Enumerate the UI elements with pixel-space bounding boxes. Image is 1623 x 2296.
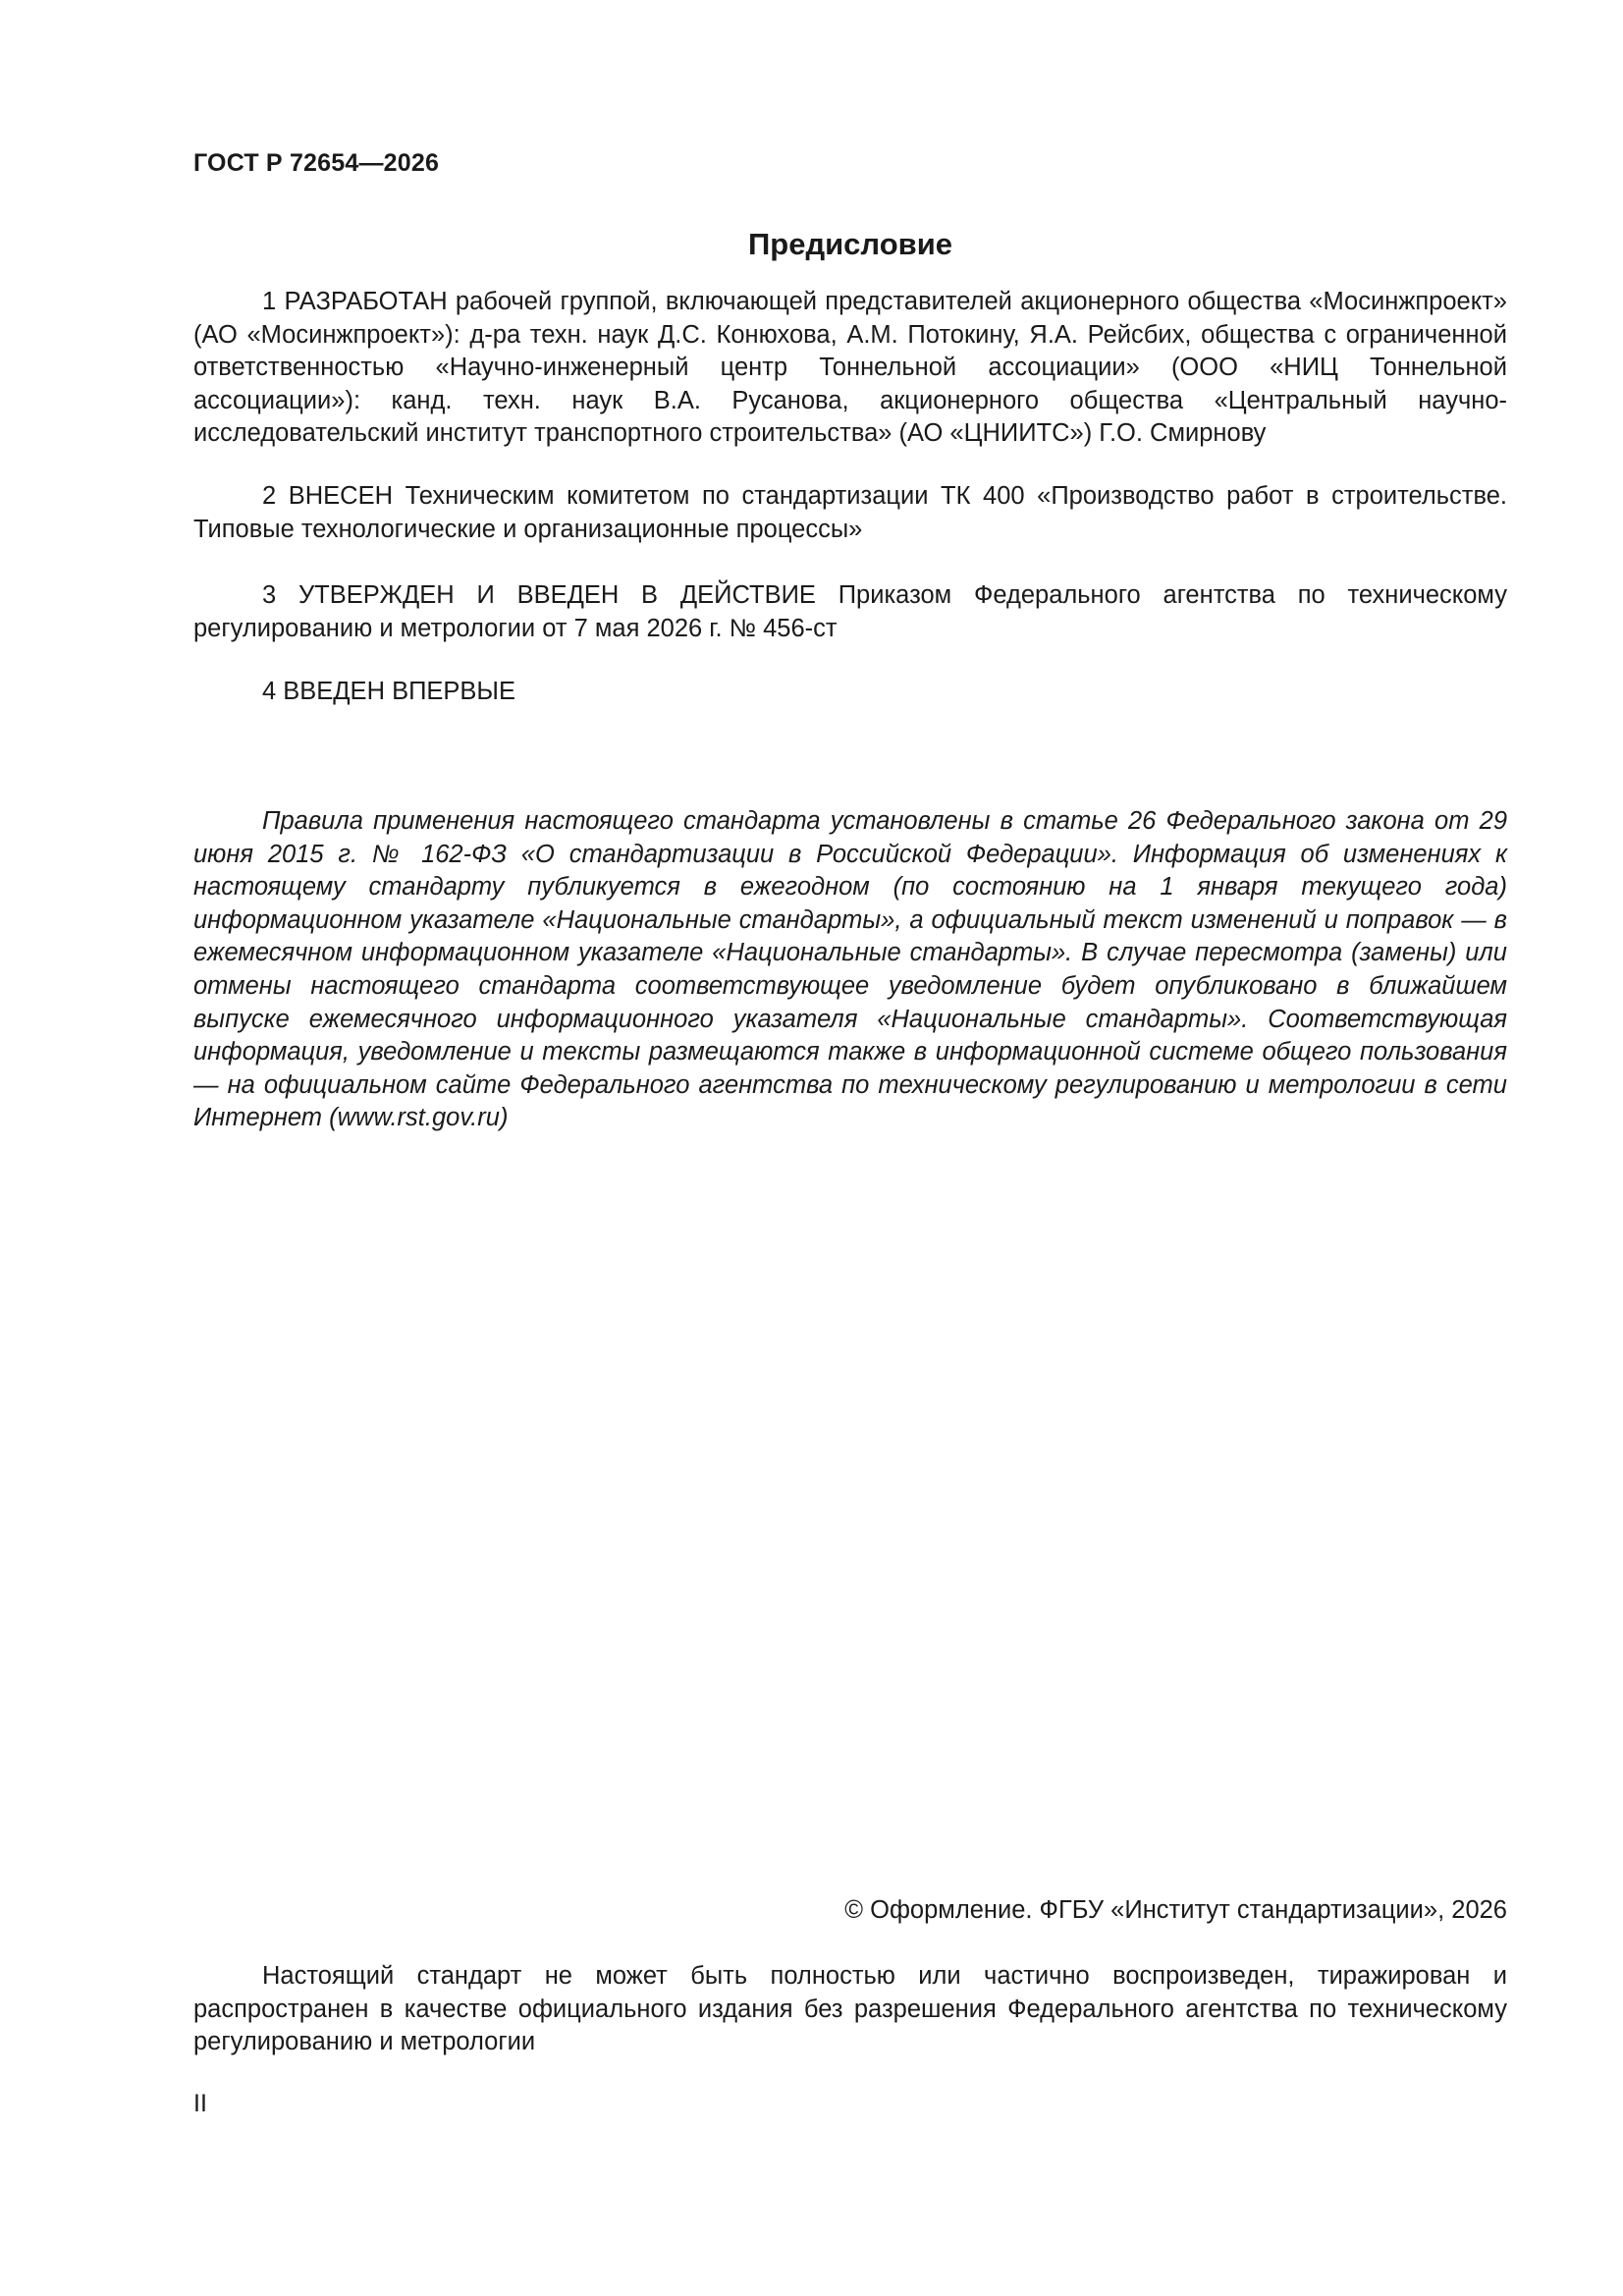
foreword-item-developed: 1 РАЗРАБОТАН рабочей группой, включающей представителей акционерного общества «Мосинжпроект» (АО «Мосинжпроект»): д-ра техн. наук Д.С. Конюхова, А.М. Потокину, Я.А. Рейсбих, общества с ограниченной ответственностью «Научно-инженерный центр Тоннельной ассоциации» (ООО «НИЦ Тоннельной ассоциации»): канд. техн. наук В.А. Русанова, акционерного общества «Центральный научно-исследовательский институт транспортного строительства» (АО «ЦНИИТС») Г.О. Смирнову — [193, 288, 1507, 448]
foreword-item-approved: 3 УТВЕРЖДЕН И ВВЕДЕН В ДЕЙСТВИЕ Приказом Федерального агентства по техническому регулированию и метрологии от 7 мая 2026 г. № 456-ст — [193, 581, 1507, 642]
foreword-item-first-introduced: 4 ВВЕДЕН ВПЕРВЫЕ — [262, 678, 516, 705]
application-rules-note: Правила применения настоящего стандарта установлены в статье 26 Федерального закона от 29 июня 2015 г. № 162-ФЗ «О стандартизации в Российской Федерации». Информация об изменениях к настоящему стандарту публикуется в ежегодном (по состоянию на 1 января текущего года) информационном указателе «Национальные стандарты», а официальный текст изменений и поправок — в ежемесячном информационном указателе «Национальные стандарты». В случае пересмотра (замены) или отмены настоящего стандарта соответствующее уведомление будет опубликовано в ближайшем выпуске ежемесячного информационного указателя «Национальные стандарты». Соответствующая информация, уведомление и тексты размещаются также в информационной системе общего пользования — на официальном сайте Федерального агентства по техническому регулированию и метрологии в сети Интернет (www.rst.gov.ru) — [193, 807, 1507, 1132]
standard-code: ГОСТ Р 72654—2026 — [193, 149, 440, 177]
copyright-line: © Оформление. ФГБУ «Институт стандартизации», 2026 — [844, 1896, 1507, 1924]
foreword-item-introduced: 2 ВНЕСЕН Техническим комитетом по стандартизации ТК 400 «Производство работ в строительстве. Типовые технологические и организационные процессы» — [193, 482, 1507, 543]
page-title: Предисловие — [747, 227, 952, 261]
page-number: II — [193, 2090, 207, 2117]
reproduction-notice: Настоящий стандарт не может быть полностью или частично воспроизведен, тиражирован и распространен в качестве официального издания без разрешения Федерального агентства по техническому регулированию и метрологии — [193, 1962, 1507, 2056]
